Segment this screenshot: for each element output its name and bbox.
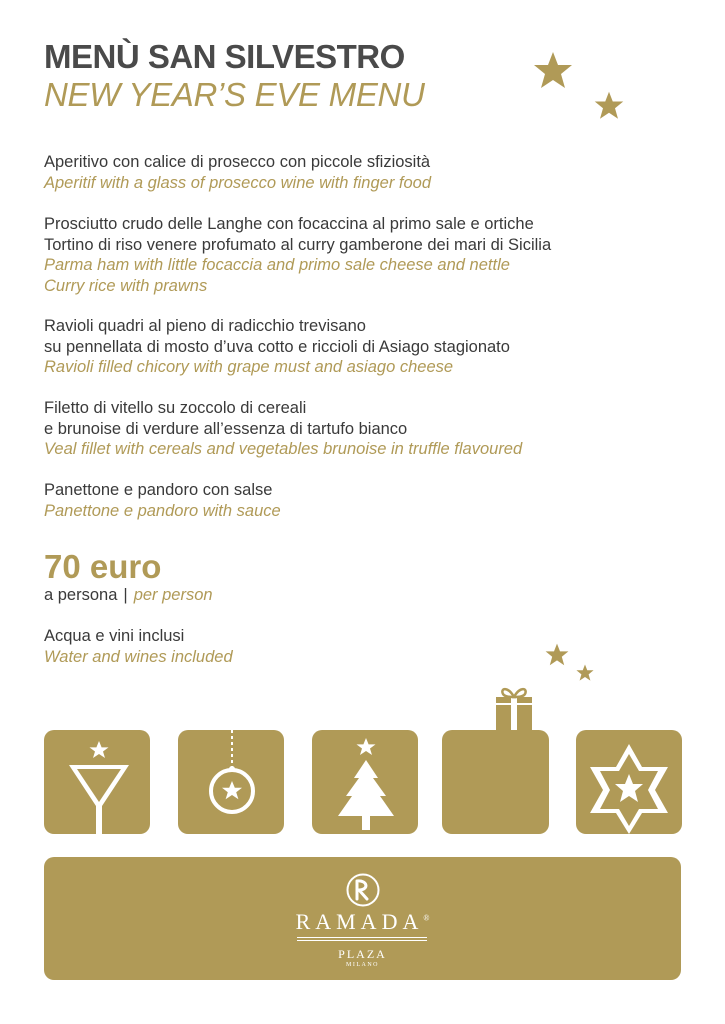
cocktail-tile [44, 730, 150, 834]
course-2-english: Curry rice with prawns [44, 276, 208, 295]
course-4-italian: Filetto di vitello su zoccolo di cereali [44, 399, 307, 417]
cocktail-glass-icon [44, 730, 150, 834]
star-of-david-icon [576, 730, 682, 834]
course-5 [44, 480, 281, 521]
course-5-italian: Panettone e pandoro con salse [44, 481, 273, 499]
bauble-icon [178, 730, 284, 834]
course-2 [44, 214, 551, 296]
menu-title-italian: MENÙ SAN SILVESTRO [44, 38, 405, 75]
footer-logo-band [44, 857, 681, 980]
divider [297, 940, 427, 941]
gift-box-icon [490, 684, 538, 732]
bauble-tile [178, 730, 284, 834]
christmas-tree-icon [312, 730, 418, 834]
gift-tile [442, 730, 549, 834]
star-icon [545, 643, 569, 667]
course-1 [44, 152, 431, 193]
brand-sub: PLAZA [338, 947, 387, 961]
course-2-italian: Tortino di riso venere profumato al curry gamberone dei mari di Sicilia [44, 235, 552, 254]
per-person-english: per person [133, 586, 213, 604]
divider [297, 937, 427, 938]
course-5-english: Panettone e pandoro with sauce [44, 501, 281, 520]
star-icon [576, 664, 594, 682]
course-1-italian: Aperitivo con calice di prosecco con piccole sfiziosità [44, 153, 431, 171]
drinks-italian: Acqua e vini inclusi [44, 627, 185, 645]
star-icon [594, 91, 624, 121]
course-4-italian: e brunoise di verdure all’essenza di tartufo bianco [44, 419, 408, 438]
course-1-english: Aperitif with a glass of prosecco wine with finger food [44, 173, 432, 192]
price: 70 euro [44, 548, 162, 585]
per-person-italian: a persona [44, 586, 118, 604]
gift-box-body [442, 730, 549, 834]
menu-title-english: NEW YEAR’S EVE MENU [44, 76, 425, 113]
course-3 [44, 316, 510, 378]
drinks-note [44, 626, 233, 667]
brand-name: RAMADA® [295, 909, 430, 934]
ramada-r-logo-icon [346, 873, 380, 907]
course-3-english: Ravioli filled chicory with grape must and asiago cheese [44, 358, 454, 376]
course-4-english: Veal fillet with cereals and vegetables brunoise in truffle flavoured [44, 440, 523, 458]
brand-city: MILANO [346, 962, 379, 968]
separator: | [123, 586, 128, 604]
star-tile [576, 730, 682, 834]
drinks-english: Water and wines included [44, 647, 233, 666]
star-icon [533, 51, 573, 91]
course-3-italian: su pennellata di mosto d’uva cotto e riccioli di Asiago stagionato [44, 337, 510, 356]
price-per-person [44, 586, 213, 605]
course-3-italian: Ravioli quadri al pieno di radicchio trevisano [44, 317, 366, 335]
course-2-italian: Prosciutto crudo delle Langhe con focaccina al primo sale e ortiche [44, 215, 534, 233]
course-4 [44, 398, 522, 460]
tree-tile [312, 730, 418, 834]
course-2-english: Parma ham with little focaccia and primo sale cheese and nettle [44, 256, 510, 274]
